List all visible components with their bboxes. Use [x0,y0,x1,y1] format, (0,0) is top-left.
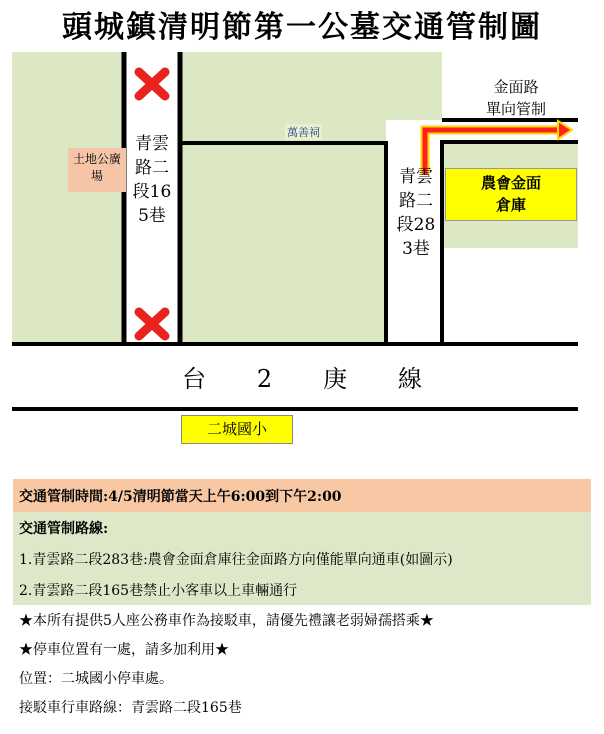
jinmian-label-line1: 金面路 [493,78,539,96]
highway-char: 庚 [323,365,348,393]
highway-label [182,362,422,396]
page-title: 頭城鎮清明節第一公墓交通管制圖 [62,10,542,45]
highway-char: 台 [182,365,206,393]
note-shuttle-route: 接駁車行車路線：青雲路二段165巷 [13,692,591,721]
road-283-label: 青雲路二段283巷 [396,167,436,259]
info-panel [13,479,591,721]
highway-char: 線 [398,365,422,393]
block-center-top [180,52,442,120]
no-entry-x-bottom [139,312,165,336]
warehouse-label-line2: 倉庫 [495,196,526,214]
no-entry-x-top [139,72,165,96]
note-shuttle: ★本所有提供5人座公務車作為接駁車，請優先禮讓老弱婦孺搭乘★ [13,605,591,634]
tudigong-plaza-label: 土地公廣場 [68,148,126,192]
one-way-arrow-head [558,121,572,139]
route-item: 2.青雲路二段165巷禁止小客車以上車輛通行 [13,574,591,605]
wanshan-shrine-label: 萬善祠 [287,126,320,139]
highway-char: 2 [256,365,273,393]
road-165-label: 青雲路二段165巷 [132,134,172,226]
warehouse-label [445,168,577,221]
warehouse-label-line1: 農會金面 [480,174,541,192]
note-location: 位置：二城國小停車處。 [13,663,591,692]
route-item: 1.青雲路二段283巷:農會金面倉庫往金面路方向僅能單向通車(如圖示) [13,543,591,574]
block-center-upper-right [180,120,386,342]
school-label: 二城國小 [181,415,293,444]
control-time: 交通管制時間:4/5清明節當天上午6:00到下午2:00 [13,479,591,512]
block-left [12,52,124,344]
jinmian-label-line2: 單向管制 [485,100,546,118]
jinmian-road-label [466,76,566,120]
note-parking: ★停車位置有一處，請多加利用★ [13,634,591,663]
control-route-heading: 交通管制路線: [13,512,591,543]
